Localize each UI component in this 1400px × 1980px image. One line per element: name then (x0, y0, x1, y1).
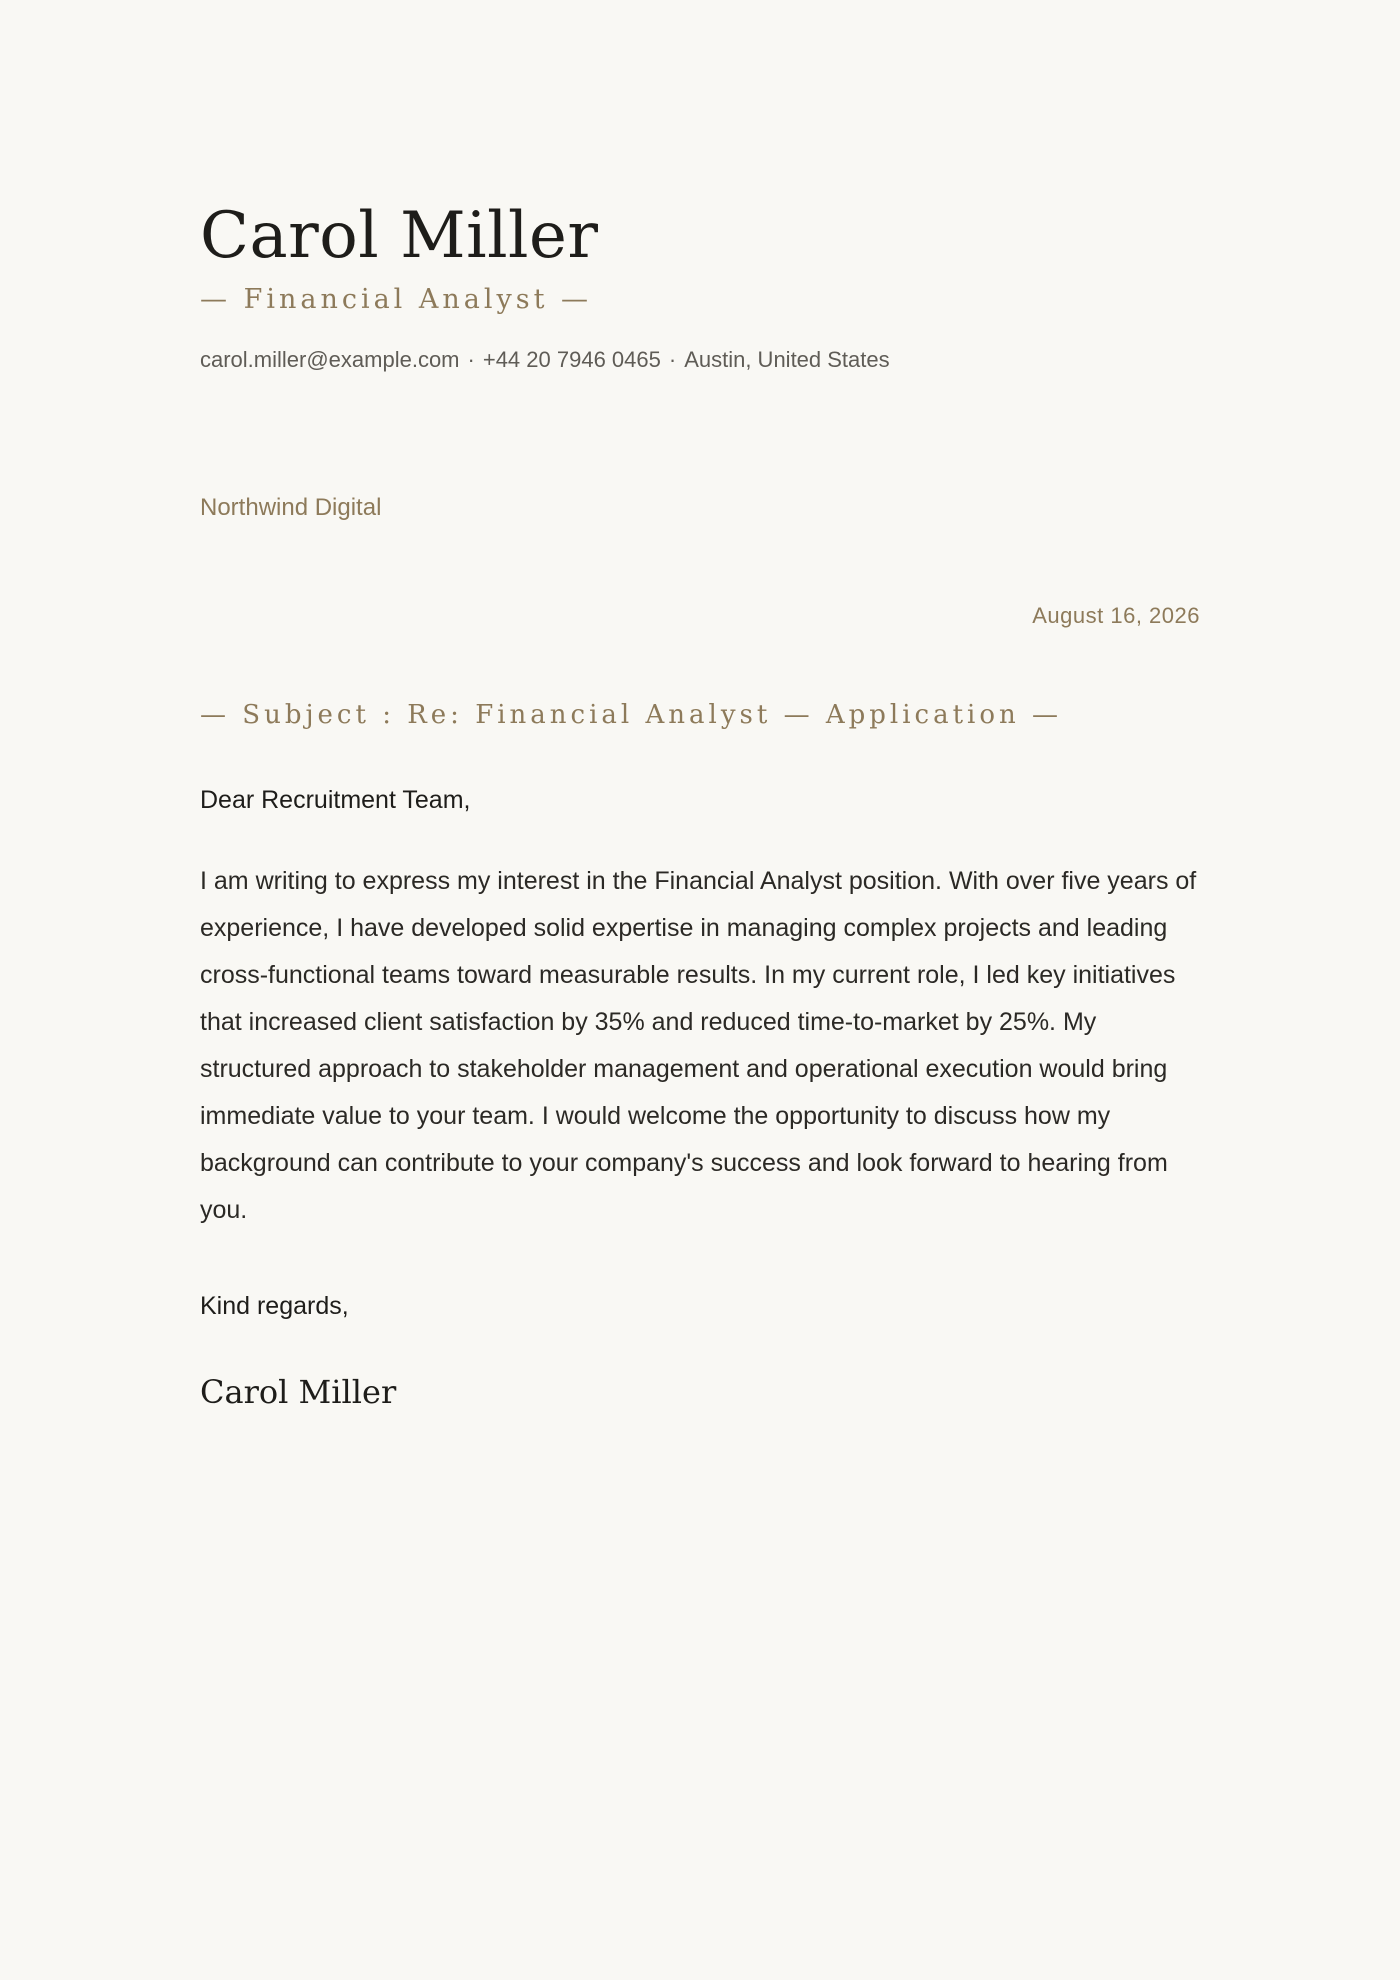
letter-body: I am writing to express my interest in the Financial Analyst position. With over five years of experience, I have developed solid expertise in managing complex projects and leading cross-functional teams toward measurable results. In my current role, I led key initiatives that increased client satisfaction by 35% and reduced time-to-market by 25%. My structured approach to stakeholder management and operational execution would bring immediate value to your team. I would welcome the opportunity to discuss how my background can contribute to your company's success and look forward to hearing from you. (200, 867, 1197, 1224)
letter-closing: Kind regards, (200, 1292, 349, 1320)
contact-phone: +44 20 7946 0465 (482, 347, 661, 372)
contact-separator: · (668, 347, 677, 372)
letter-salutation: Dear Recruitment Team, (200, 786, 471, 814)
letter-subject: — Subject : Re: Financial Analyst — Application — (200, 700, 1063, 730)
letter-date: August 16, 2026 (1032, 603, 1200, 628)
contact-line (200, 344, 890, 376)
contact-location: Austin, United States (684, 347, 890, 372)
sender-job-title: — Financial Analyst — (200, 284, 593, 315)
sender-name: Carol Miller (200, 199, 599, 273)
contact-email: carol.miller@example.com (200, 347, 460, 372)
contact-separator: · (467, 347, 475, 372)
recipient-company: Northwind Digital (200, 494, 382, 521)
cover-letter-page (200, 0, 1200, 1980)
letter-signature: Carol Miller (200, 1373, 397, 1411)
